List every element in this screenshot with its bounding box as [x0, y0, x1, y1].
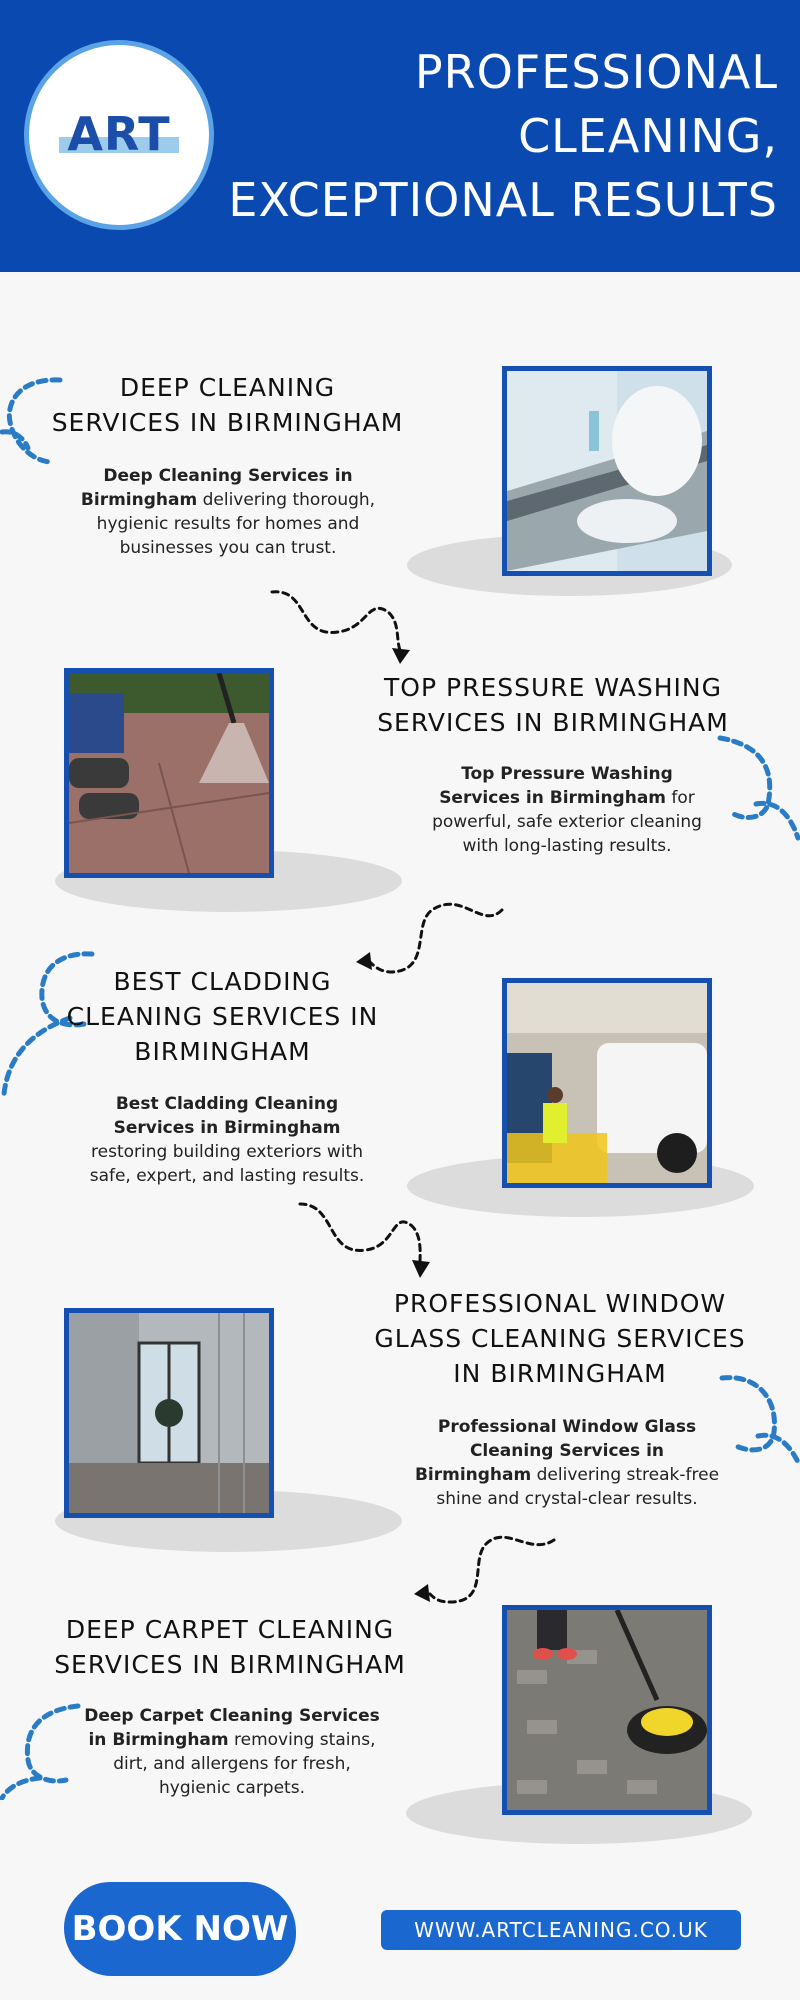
title-line: SERVICES IN BIRMINGHAM: [51, 408, 404, 437]
section-title: [360, 1286, 760, 1391]
description-text: restoring building exteriors with safe, expert, and lasting results.: [89, 1142, 365, 1186]
photo-cladding-cleaning: [502, 978, 712, 1188]
description-text: removing stains, dirt, and allergens for fresh, hygienic carpets.: [113, 1730, 376, 1798]
section-title: [40, 1612, 420, 1682]
description-bold: Professional Window Glass Cleaning Services in Birmingham: [414, 1417, 697, 1485]
headline-line: CLEANING,: [518, 109, 778, 163]
logo-text: ART: [67, 107, 171, 161]
arrow-decoration: [410, 1530, 560, 1610]
headline-line: PROFESSIONAL: [414, 45, 778, 99]
title-line: DEEP CLEANING: [119, 373, 336, 402]
title-line: TOP PRESSURE WASHING: [384, 673, 722, 702]
title-line: IN BIRMINGHAM: [453, 1359, 667, 1388]
arrow-decoration: [296, 1200, 438, 1280]
description-bold: Deep Cleaning Services in Birmingham: [80, 466, 353, 510]
description-text: delivering streak-free shine and crystal-clear results.: [436, 1465, 720, 1509]
photo-deep-cleaning: [502, 366, 712, 576]
wave-decoration: [718, 1370, 800, 1470]
title-line: DEEP CARPET CLEANING: [65, 1615, 395, 1644]
section-description: [84, 1704, 380, 1800]
title-line: SERVICES IN BIRMINGHAM: [54, 1650, 406, 1679]
photo-carpet-cleaning: [502, 1605, 712, 1815]
description-bold: Top Pressure Washing Services in Birmingham: [439, 764, 673, 808]
book-now-button[interactable]: BOOK NOW: [64, 1882, 296, 1976]
photo-pressure-washing: [64, 668, 274, 878]
section-description: [412, 1415, 722, 1511]
arrow-decoration: [268, 588, 418, 668]
title-line: CLEANING SERVICES IN: [66, 1002, 379, 1031]
website-link[interactable]: WWW.ARTCLEANING.CO.UK: [381, 1910, 741, 1950]
description-bold: Deep Carpet Cleaning Services in Birmingham: [84, 1706, 380, 1750]
section-description: [420, 762, 714, 858]
title-line: BIRMINGHAM: [134, 1037, 311, 1066]
section-title: [40, 370, 415, 440]
headline-line: EXCEPTIONAL RESULTS: [228, 173, 778, 227]
title-line: BEST CLADDING: [113, 967, 332, 996]
headline: [198, 40, 778, 232]
section-description: [88, 1092, 366, 1188]
title-line: GLASS CLEANING SERVICES: [374, 1324, 746, 1353]
section-description: [80, 464, 376, 560]
section-title: [368, 670, 738, 740]
header-banner: [0, 0, 800, 272]
section-title: [40, 964, 405, 1069]
description-text: for powerful, safe exterior cleaning with long-lasting results.: [432, 788, 702, 856]
wave-decoration: [716, 734, 800, 848]
title-line: PROFESSIONAL WINDOW: [393, 1289, 727, 1318]
wave-decoration: [0, 1700, 84, 1800]
photo-window-cleaning: [64, 1308, 274, 1518]
description-bold: Best Cladding Cleaning Services in Birmingham: [113, 1094, 341, 1138]
title-line: SERVICES IN BIRMINGHAM: [377, 708, 729, 737]
description-text: delivering thorough, hygienic results for homes and businesses you can trust.: [96, 490, 376, 558]
company-logo: [24, 40, 214, 230]
